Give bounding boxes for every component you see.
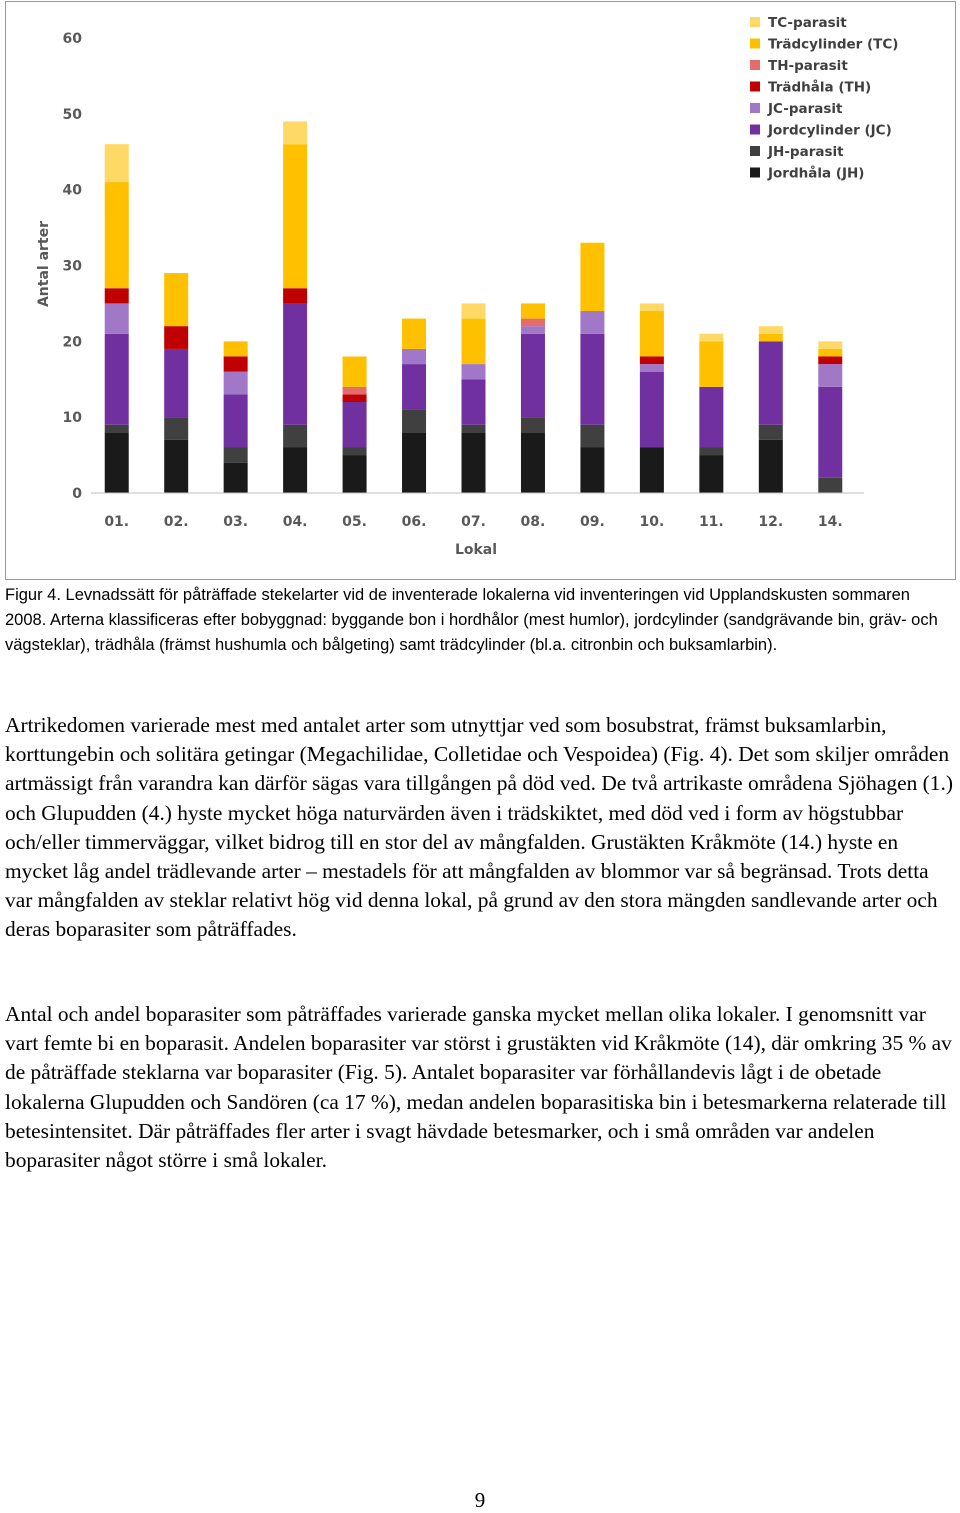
bar-segment <box>105 432 129 493</box>
x-tick-label: 04. <box>282 514 308 530</box>
y-tick-label: 20 <box>62 334 82 351</box>
bar-segment <box>580 334 604 425</box>
bar-segment <box>402 319 426 349</box>
chart-frame <box>5 1 956 580</box>
bar-segment <box>818 364 842 387</box>
bar-segment <box>283 303 307 424</box>
bar-segment <box>759 341 783 424</box>
bar-segment <box>164 326 188 349</box>
x-tick-label: 07. <box>461 514 486 530</box>
x-tick-label: 10. <box>639 514 665 530</box>
page-number: 9 <box>474 1488 486 1512</box>
bar-segment <box>759 326 783 334</box>
bar-segment <box>283 121 307 144</box>
bar-segment <box>224 448 248 463</box>
bar-segment <box>164 417 188 440</box>
bar-segment <box>224 394 248 447</box>
y-tick-label: 40 <box>62 182 82 199</box>
y-tick-label: 10 <box>62 410 82 427</box>
bar-segment <box>521 326 545 334</box>
bar-segment <box>224 372 248 395</box>
bar-segment <box>283 288 307 303</box>
x-tick-label: 11. <box>698 514 724 530</box>
bar-segment <box>818 478 842 493</box>
legend-label: Jordcylinder (JC) <box>768 122 892 139</box>
bar-segment <box>818 387 842 478</box>
bar-segment <box>818 357 842 365</box>
legend-label: Trädhåla (TH) <box>768 79 872 96</box>
body-paragraph: Artrikedomen varierade mest med antalet arter som utnyttjar ved som bosubstrat, främst buksamlarbin, korttungebin och solitära getingar (Megachilidae, Colletidae och Vespoidea) (Fig. 4). Det som skiljer områden artmässigt från varandra kan därför sägas vara tillgången på död ved. De två artrikaste områdena Sjöhagen (1.) och Glupudden (4.) hyste mycket höga naturvärden även i trädskiktet, med död ved i form av högstubbar och/eller timmerväggar, vilket bidrog till en stor del av mångfalden. Grustäkten Kråkmöte (14.) hyste en mycket låg andel trädlevande arter – mestadels för att mångfalden av blommor var så begränsad. Trots detta var mångfalden av steklar relativt hög vid denna lokal, på grund av den stora mängden sandlevande arter och deras boparasiter som påträffades. <box>5 713 953 942</box>
bar-segment <box>343 387 367 395</box>
legend-label: Trädcylinder (TC) <box>768 36 899 53</box>
legend-label: TH-parasit <box>768 58 848 74</box>
bar-segment <box>402 432 426 493</box>
bar-segment <box>105 288 129 303</box>
bar-segment <box>462 379 486 425</box>
bar-segment <box>699 334 723 342</box>
bar-segment <box>343 448 367 456</box>
bar-segment <box>580 425 604 448</box>
x-tick-label: 14. <box>817 514 843 530</box>
bar-segment <box>699 387 723 448</box>
bar-segment <box>402 410 426 433</box>
y-tick-label: 0 <box>72 486 82 502</box>
bar-segment <box>759 425 783 440</box>
bar-segment <box>105 144 129 182</box>
y-axis <box>63 31 83 502</box>
bar-segment <box>640 303 664 311</box>
y-tick-label: 50 <box>62 106 82 123</box>
x-tick-label: 05. <box>342 514 367 530</box>
x-tick-label: 03. <box>223 514 249 530</box>
bars <box>105 121 843 493</box>
legend-swatch <box>750 39 760 49</box>
bar-segment <box>164 440 188 493</box>
bar-segment <box>462 364 486 379</box>
bar-segment <box>105 425 129 433</box>
bar-segment <box>402 349 426 364</box>
bar-segment <box>283 144 307 288</box>
bar-segment <box>640 372 664 448</box>
y-tick-label: 30 <box>62 258 82 275</box>
legend-swatch <box>750 82 760 92</box>
x-axis <box>91 493 864 530</box>
bar-segment <box>224 341 248 356</box>
bar-segment <box>105 334 129 425</box>
bar-segment <box>759 334 783 342</box>
x-tick-label: 06. <box>401 514 427 530</box>
bar-segment <box>580 311 604 334</box>
bar-segment <box>640 311 664 357</box>
bar-segment <box>521 334 545 417</box>
bar-segment <box>759 440 783 493</box>
legend-swatch <box>750 168 760 178</box>
bar-segment <box>283 448 307 494</box>
bar-segment <box>699 455 723 493</box>
bar-segment <box>343 402 367 448</box>
bar-segment <box>521 319 545 327</box>
bar-segment <box>105 303 129 333</box>
bar-segment <box>462 432 486 493</box>
bar-segment <box>640 448 664 494</box>
x-tick-label: 01. <box>104 514 130 530</box>
bar-segment <box>462 425 486 433</box>
bar-segment <box>521 303 545 318</box>
legend-label: JH-parasit <box>768 144 844 160</box>
bar-segment <box>699 341 723 387</box>
bar-segment <box>343 357 367 387</box>
bar-segment <box>224 463 248 493</box>
legend-swatch <box>750 103 760 113</box>
bar-segment <box>580 448 604 494</box>
bar-segment <box>105 182 129 288</box>
bar-segment <box>402 364 426 410</box>
bar-segment <box>164 349 188 417</box>
x-tick-label: 12. <box>758 514 784 530</box>
body-paragraph: Antal och andel boparasiter som påträffades varierade ganska mycket mellan olika lokaler. I genomsnitt var vart femte bi en boparasit. Andelen boparasiter var störst i grustäkten vid Kråkmöte (14), där omkring 35 % av de påträffade steklarna var boparasiter (Fig. 5). Antalet boparasiter var förhållandevis lågt i de obetade lokalerna Glupudden och Sandören (ca 17 %), medan andelen boparasitiska bin i betesmarkerna relaterade till betesintensitet. Där påträffades fler arter i svagt hävdade betesmarker, och i små områden var andelen boparasiter något större i små lokaler. <box>5 1002 952 1173</box>
figure-caption: Figur 4. Levnadssätt för påträffade stekelarter vid de inventerade lokalerna vid inventeringen vid Upplandskusten sommaren 2008. Arterna klassificeras efter bobyggnad: byggande bon i hordhålor (mest humlor), jordcylinder (sandgrävande bin, gräv- och vägsteklar), trädhåla (främst hushumla och bålgeting) samt trädcylinder (bl.a. citronbin och buksamlarbin). <box>5 586 938 654</box>
legend-swatch <box>750 17 760 27</box>
legend-swatch <box>750 60 760 70</box>
bar-segment <box>164 273 188 326</box>
x-axis-label: Lokal <box>454 542 498 558</box>
bar-segment <box>521 417 545 432</box>
bar-segment <box>462 319 486 365</box>
bar-segment <box>818 341 842 349</box>
legend-swatch <box>750 125 760 135</box>
y-axis-label: Antal arter <box>36 220 52 308</box>
stacked-bar-chart <box>6 2 955 579</box>
x-tick-label: 02. <box>163 514 189 530</box>
legend-label: Jordhåla (JH) <box>768 165 865 182</box>
bar-segment <box>818 349 842 357</box>
bar-segment <box>580 243 604 311</box>
legend <box>750 15 898 182</box>
bar-segment <box>699 448 723 456</box>
x-tick-label: 08. <box>520 514 546 530</box>
bar-segment <box>343 455 367 493</box>
y-tick-label: 60 <box>62 31 82 47</box>
bar-segment <box>224 357 248 372</box>
bar-segment <box>521 432 545 493</box>
bar-segment <box>640 357 664 365</box>
legend-swatch <box>750 146 760 156</box>
bar-segment <box>640 364 664 372</box>
bar-segment <box>462 303 486 318</box>
x-tick-label: 09. <box>580 514 605 530</box>
legend-label: TC-parasit <box>768 15 847 31</box>
bar-segment <box>343 394 367 402</box>
bar-segment <box>283 425 307 448</box>
legend-label: JC-parasit <box>768 101 843 117</box>
